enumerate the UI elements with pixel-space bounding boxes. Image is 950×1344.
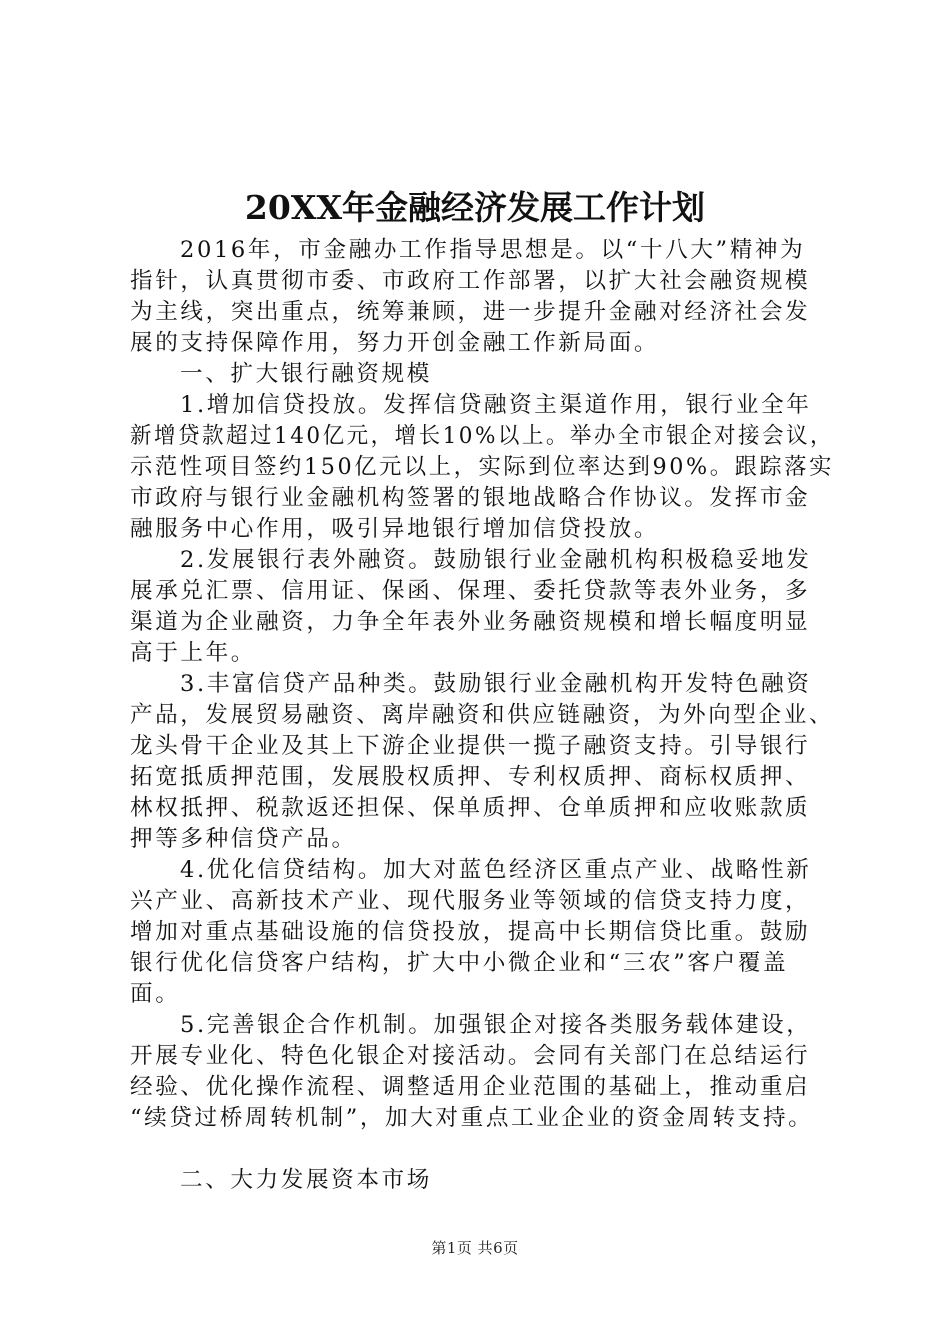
body-line: 1.增加信贷投放。发挥信贷融资主渠道作用，银行业全年 <box>180 392 812 418</box>
body-line: 增加对重点基础设施的信贷投放，提高中长期信贷比重。鼓励 <box>130 919 811 945</box>
body-line: 5.完善银企合作机制。加强银企对接各类服务载体建设， <box>180 1012 812 1038</box>
body-line <box>130 1134 834 1165</box>
body-line: “续贷过桥周转机制”，加大对重点工业企业的资金周转支持。 <box>130 1105 814 1131</box>
body-line: 渠道为企业融资，力争全年表外业务融资规模和增长幅度明显 <box>130 609 811 635</box>
body-line: 开展专业化、特色化银企对接活动。会同有关部门在总结运行 <box>130 1043 811 1069</box>
body-line: 示范性项目签约150亿元以上，实际到位率达到90%。跟踪落实 <box>130 454 834 480</box>
body-line: 为主线，突出重点，统筹兼顾，进一步提升金融对经济社会发 <box>130 299 811 325</box>
body-line: 3.丰富信贷产品种类。鼓励银行业金融机构开发特色融资 <box>180 671 812 697</box>
body-line: 押等多种信贷产品。 <box>130 826 357 852</box>
document-body <box>130 235 834 1196</box>
body-line: 一、扩大银行融资规模 <box>180 361 432 387</box>
body-line: 融服务中心作用，吸引异地银行增加信贷投放。 <box>130 516 660 542</box>
body-line: 展承兑汇票、信用证、保函、保理、委托贷款等表外业务，多 <box>130 578 811 604</box>
body-line: 银行优化信贷客户结构，扩大中小微企业和“三农”客户覆盖 <box>130 950 789 976</box>
body-line: 2.发展银行表外融资。鼓励银行业金融机构积极稳妥地发 <box>180 547 812 573</box>
body-line: 高于上年。 <box>130 640 256 666</box>
body-line: 4.优化信贷结构。加大对蓝色经济区重点产业、战略性新 <box>180 857 812 883</box>
body-line: 指针，认真贯彻市委、市政府工作部署，以扩大社会融资规模 <box>130 268 811 294</box>
body-line: 二、大力发展资本市场 <box>180 1167 432 1193</box>
body-line: 面。 <box>130 981 181 1007</box>
body-line: 新增贷款超过140亿元，增长10%以上。举办全市银企对接会议， <box>130 423 834 449</box>
page-footer: 第1页 共6页 <box>431 1239 519 1257</box>
body-line: 拓宽抵质押范围，发展股权质押、专利权质押、商标权质押、 <box>130 764 811 790</box>
body-line: 林权抵押、税款返还担保、保单质押、仓单质押和应收账款质 <box>130 795 811 821</box>
body-line: 经验、优化操作流程、调整适用企业范围的基础上，推动重启 <box>130 1074 811 1100</box>
body-line: 市政府与银行业金融机构签署的银地战略合作协议。发挥市金 <box>130 485 811 511</box>
document-title: 20XX年金融经济发展工作计划 <box>244 188 706 227</box>
body-line: 展的支持保障作用，努力开创金融工作新局面。 <box>130 330 660 356</box>
body-line: 兴产业、高新技术产业、现代服务业等领域的信贷支持力度， <box>130 888 811 914</box>
body-line: 2016年，市金融办工作指导思想是。以“十八大”精神为 <box>180 237 806 263</box>
body-line: 龙头骨干企业及其上下游企业提供一揽子融资支持。引导银行 <box>130 733 811 759</box>
body-line: 产品，发展贸易融资、离岸融资和供应链融资，为外向型企业、 <box>130 702 834 728</box>
